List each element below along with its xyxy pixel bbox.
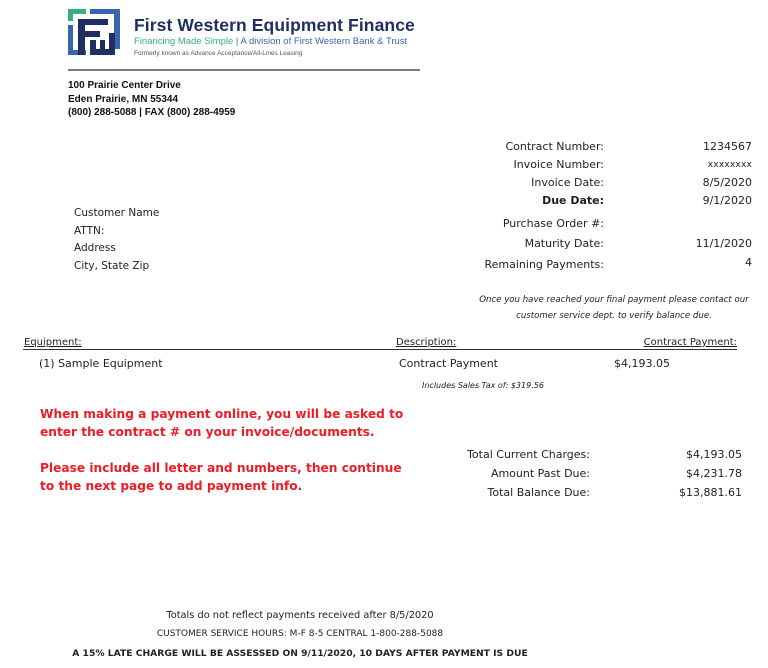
maturity-date-value: 11/1/2020 [695, 237, 752, 250]
equipment-cell: (1) Sample Equipment [39, 357, 163, 370]
purchase-order-label: Purchase Order #: [502, 217, 604, 230]
table-header-divider [23, 349, 737, 350]
header-divider [68, 69, 420, 71]
former-name-note: Formerly known as Advance Acceptance/All-Lines Leasing [134, 50, 303, 57]
notice-paragraph-1: When making a payment online, you will be asked to enter the contract # on your invoice/documents. [40, 407, 404, 439]
final-payment-note [460, 293, 768, 324]
late-charge-warning: A 15% LATE CHARGE WILL BE ASSESSED ON 9/11/2020, 10 DAYS AFTER PAYMENT IS DUE [72, 648, 528, 659]
maturity-date-label: Maturity Date: [524, 237, 604, 250]
equipment-column-header: Equipment: [24, 337, 82, 348]
tagline-slogan: Financing Made Simple [134, 36, 234, 47]
brand-title: First Western Equipment Finance [134, 15, 415, 35]
brand-tagline [134, 36, 407, 47]
totals-disclaimer: Totals do not reflect payments received after 8/5/2020 [166, 610, 434, 621]
customer-service-hours: CUSTOMER SERVICE HOURS: M-F 8-5 CENTRAL 1-800-288-5088 [156, 629, 444, 639]
amount-past-due-value: $4,231.78 [686, 467, 742, 480]
invoice-number-value: xxxxxxxx [707, 160, 752, 170]
company-city: Eden Prairie, MN 55344 [68, 93, 179, 105]
customer-address: Address [74, 242, 116, 254]
final-payment-note-line1: Once you have reached your final payment please contact our [479, 295, 749, 305]
total-balance-due-value: $13,881.61 [679, 486, 742, 499]
contract-payment-cell: $4,193.05 [614, 357, 670, 370]
customer-name: Customer Name [74, 207, 160, 219]
total-current-charges-value: $4,193.05 [686, 448, 742, 461]
fw-monogram-logo-icon [68, 9, 120, 55]
amount-past-due-label: Amount Past Due: [490, 467, 590, 480]
sales-tax-note: Includes Sales Tax of: $319.56 [422, 381, 544, 390]
customer-attn: ATTN: [74, 224, 105, 237]
description-column-header: Description: [396, 337, 457, 348]
invoice-date-label: Invoice Date: [531, 176, 604, 189]
total-balance-due-label: Total Balance Due: [487, 486, 590, 499]
total-current-charges-label: Total Current Charges: [467, 448, 590, 461]
description-cell: Contract Payment [399, 357, 498, 370]
invoice-date-value: 8/5/2020 [702, 176, 752, 189]
due-date-value: 9/1/2020 [702, 194, 752, 207]
invoice-number-label: Invoice Number: [513, 158, 604, 171]
tagline-separator: | [233, 36, 241, 47]
customer-city-state-zip: City, State Zip [74, 259, 150, 272]
company-street: 100 Prairie Center Drive [68, 80, 181, 91]
online-payment-notice [40, 405, 420, 513]
company-address [68, 79, 235, 120]
contract-payment-column-header: Contract Payment: [643, 337, 737, 348]
remaining-payments-label: Remaining Payments: [484, 258, 604, 271]
contract-number-value: 1234567 [703, 140, 752, 153]
tagline-division: A division of First Western Bank & Trust [240, 36, 408, 47]
company-phone-fax: (800) 288-5088 | FAX (800) 288-4959 [68, 107, 236, 118]
due-date-label: Due Date: [542, 194, 604, 207]
customer-address-block [74, 205, 159, 275]
final-payment-note-line2: customer service dept. to verify balance due. [516, 310, 712, 321]
contract-number-label: Contract Number: [505, 140, 604, 153]
notice-paragraph-2: Please include all letter and numbers, then continue to the next page to add payment info. [40, 461, 402, 493]
remaining-payments-value: 4 [745, 256, 752, 269]
